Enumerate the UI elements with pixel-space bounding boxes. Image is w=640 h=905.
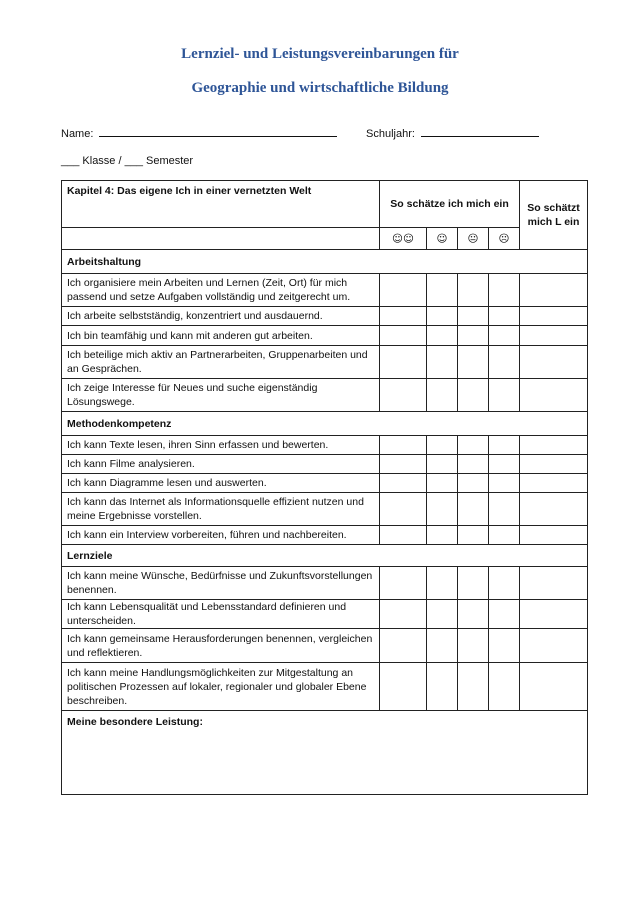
criterion-row — [62, 326, 588, 346]
teacher-rating-cell[interactable] — [520, 567, 588, 600]
face-row-spacer — [62, 228, 380, 250]
document-title-line-1: Lernziel- und Leistungsvereinbarungen für — [181, 46, 459, 62]
self-rating-cell[interactable] — [489, 455, 520, 474]
self-rating-cell[interactable] — [458, 274, 489, 307]
self-rating-cell[interactable] — [489, 567, 520, 600]
self-rating-cell[interactable] — [427, 600, 458, 629]
self-rating-cell[interactable] — [427, 436, 458, 455]
self-rating-cell[interactable] — [489, 326, 520, 346]
self-rating-cell[interactable] — [489, 274, 520, 307]
criterion-text: Ich kann meine Wünsche, Bedürfnisse und Zukunftsvorstellungen benennen. — [62, 567, 380, 600]
self-rating-cell[interactable] — [458, 455, 489, 474]
criterion-text: Ich arbeite selbstständig, konzentriert und ausdauernd. — [62, 307, 380, 326]
klasse-semester-field[interactable] — [61, 155, 193, 167]
self-rating-cell[interactable] — [380, 493, 427, 526]
self-rating-cell[interactable] — [489, 629, 520, 663]
teacher-rating-cell[interactable] — [520, 629, 588, 663]
self-rating-cell[interactable] — [489, 474, 520, 493]
schuljahr-field[interactable] — [366, 126, 539, 140]
teacher-rating-cell[interactable] — [520, 493, 588, 526]
criterion-text: Ich organisiere mein Arbeiten und Lernen (Zeit, Ort) für mich passend und setze Aufgaben vollständig und zeitgerecht um. — [62, 274, 380, 307]
criterion-row — [62, 455, 588, 474]
self-rating-cell[interactable] — [458, 526, 489, 545]
self-rating-cell[interactable] — [380, 455, 427, 474]
criterion-row — [62, 600, 588, 629]
self-rating-cell[interactable] — [458, 379, 489, 412]
teacher-rating-cell[interactable] — [520, 346, 588, 379]
self-rating-cell[interactable] — [427, 474, 458, 493]
schuljahr-underline[interactable] — [421, 126, 539, 137]
self-rating-cell[interactable] — [380, 629, 427, 663]
criterion-row — [62, 629, 588, 663]
self-rating-cell[interactable] — [458, 436, 489, 455]
self-rating-cell[interactable] — [427, 307, 458, 326]
criterion-text: Ich kann Texte lesen, ihren Sinn erfassen und bewerten. — [62, 436, 380, 455]
teacher-rating-cell[interactable] — [520, 326, 588, 346]
criterion-text: Ich kann Filme analysieren. — [62, 455, 380, 474]
self-assessment-header: So schätze ich mich ein — [380, 181, 520, 228]
self-assessment-table — [61, 180, 588, 795]
self-rating-cell[interactable] — [380, 526, 427, 545]
special-performance-box[interactable]: Meine besondere Leistung: — [62, 711, 588, 795]
self-rating-cell[interactable] — [458, 493, 489, 526]
teacher-rating-cell[interactable] — [520, 379, 588, 412]
self-rating-cell[interactable] — [380, 663, 427, 711]
double-smiley-icon: ☺☺ — [380, 228, 427, 250]
self-rating-cell[interactable] — [427, 274, 458, 307]
criterion-text: Ich kann gemeinsame Herausforderungen benennen, vergleichen und reflektieren. — [62, 629, 380, 663]
teacher-assessment-header: So schätzt mich L ein — [520, 181, 588, 250]
self-rating-cell[interactable] — [489, 526, 520, 545]
self-rating-cell[interactable] — [458, 307, 489, 326]
criterion-row — [62, 663, 588, 711]
criterion-row — [62, 567, 588, 600]
self-rating-cell[interactable] — [489, 600, 520, 629]
self-rating-cell[interactable] — [489, 307, 520, 326]
section-heading: Methodenkompetenz — [62, 412, 588, 436]
criterion-row — [62, 274, 588, 307]
teacher-rating-cell[interactable] — [520, 274, 588, 307]
self-rating-cell[interactable] — [380, 346, 427, 379]
self-rating-cell[interactable] — [458, 326, 489, 346]
teacher-rating-cell[interactable] — [520, 474, 588, 493]
self-rating-cell[interactable] — [380, 600, 427, 629]
self-rating-cell[interactable] — [380, 379, 427, 412]
teacher-rating-cell[interactable] — [520, 663, 588, 711]
name-label: Name: — [61, 128, 94, 140]
self-rating-cell[interactable] — [427, 346, 458, 379]
section-heading: Lernziele — [62, 545, 588, 567]
self-rating-cell[interactable] — [458, 346, 489, 379]
self-rating-cell[interactable] — [380, 307, 427, 326]
criterion-text: Ich kann ein Interview vorbereiten, führen und nachbereiten. — [62, 526, 380, 545]
smiley-icon: ☺ — [427, 228, 458, 250]
klasse-semester-label: ___ Klasse / ___ Semester — [61, 155, 194, 167]
criterion-row — [62, 346, 588, 379]
criterion-text: Ich kann das Internet als Informationsquelle effizient nutzen und meine Ergebnisse vorstellen. — [62, 493, 380, 526]
self-rating-cell[interactable] — [427, 629, 458, 663]
self-rating-cell[interactable] — [427, 326, 458, 346]
self-rating-cell[interactable] — [489, 493, 520, 526]
sad-face-icon: ☹ — [489, 228, 520, 250]
name-field[interactable] — [61, 126, 337, 140]
criterion-row — [62, 493, 588, 526]
teacher-rating-cell[interactable] — [520, 455, 588, 474]
self-rating-cell[interactable] — [380, 274, 427, 307]
document-title-line-2: Geographie und wirtschaftliche Bildung — [191, 80, 449, 96]
teacher-rating-cell[interactable] — [520, 526, 588, 545]
schuljahr-label: Schuljahr: — [366, 128, 415, 140]
self-rating-cell[interactable] — [458, 629, 489, 663]
self-rating-cell[interactable] — [427, 493, 458, 526]
self-rating-cell[interactable] — [458, 600, 489, 629]
teacher-rating-cell[interactable] — [520, 600, 588, 629]
criterion-row — [62, 526, 588, 545]
self-rating-cell[interactable] — [380, 567, 427, 600]
criterion-text: Ich bin teamfähig und kann mit anderen gut arbeiten. — [62, 326, 380, 346]
self-rating-cell[interactable] — [427, 567, 458, 600]
self-rating-cell[interactable] — [380, 474, 427, 493]
name-underline[interactable] — [99, 126, 337, 137]
self-rating-cell[interactable] — [458, 567, 489, 600]
self-rating-cell[interactable] — [380, 326, 427, 346]
self-rating-cell[interactable] — [458, 663, 489, 711]
self-rating-cell[interactable] — [380, 436, 427, 455]
criterion-row — [62, 379, 588, 412]
criterion-row — [62, 474, 588, 493]
self-rating-cell[interactable] — [489, 379, 520, 412]
self-rating-cell[interactable] — [427, 379, 458, 412]
criterion-text: Ich kann Diagramme lesen und auswerten. — [62, 474, 380, 493]
self-rating-cell[interactable] — [427, 526, 458, 545]
criterion-row — [62, 436, 588, 455]
criterion-text: Ich zeige Interesse für Neues und suche eigenständig Lösungswege. — [62, 379, 380, 412]
self-rating-cell[interactable] — [458, 474, 489, 493]
teacher-rating-cell[interactable] — [520, 307, 588, 326]
criterion-text: Ich kann Lebensqualität und Lebensstandard definieren und unterscheiden. — [62, 600, 380, 629]
section-heading: Arbeitshaltung — [62, 250, 588, 274]
self-rating-cell[interactable] — [427, 455, 458, 474]
self-rating-cell[interactable] — [489, 436, 520, 455]
teacher-rating-cell[interactable] — [520, 436, 588, 455]
self-rating-cell[interactable] — [427, 663, 458, 711]
self-rating-cell[interactable] — [489, 663, 520, 711]
criterion-text: Ich beteilige mich aktiv an Partnerarbeiten, Gruppenarbeiten und an Gesprächen. — [62, 346, 380, 379]
criterion-text: Ich kann meine Handlungsmöglichkeiten zur Mitgestaltung an politischen Prozessen auf lokaler, regionaler und globaler Ebene beschreiben. — [62, 663, 380, 711]
self-rating-cell[interactable] — [489, 346, 520, 379]
neutral-face-icon: 😐 — [458, 228, 489, 250]
chapter-title: Kapitel 4: Das eigene Ich in einer vernetzten Welt — [62, 181, 380, 228]
criterion-row — [62, 307, 588, 326]
